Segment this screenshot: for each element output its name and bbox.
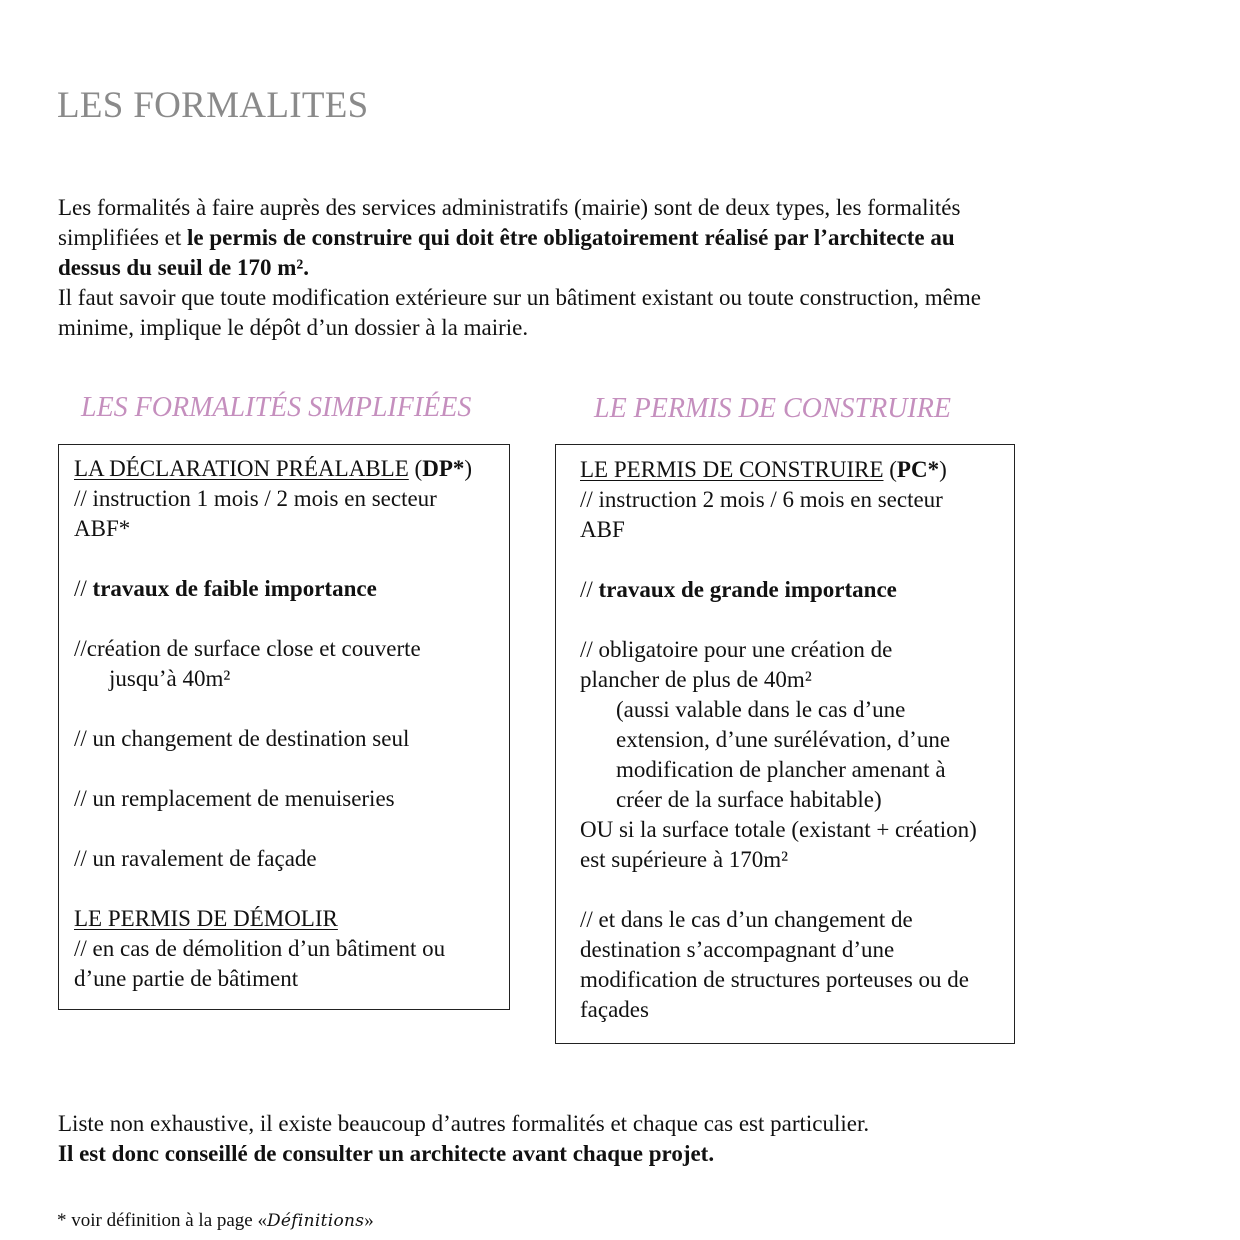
demolir-title: LE PERMIS DE DÉMOLIR (74, 906, 338, 931)
footnote-definitions-link[interactable]: Définitions (267, 1211, 365, 1231)
dp-title: LA DÉCLARATION PRÉALABLE (74, 456, 409, 481)
pc-abbr: PC* (896, 457, 940, 482)
pc-aussi-4: créer de la surface habitable) (616, 787, 882, 812)
pc-aussi-3: modification de plancher amenant à (616, 757, 946, 782)
pc-instruction: // instruction 2 mois / 6 mois en secteur (580, 487, 943, 512)
pc-aussi-2: extension, d’une surélévation, d’une (616, 727, 951, 752)
footer-line-1: Liste non exhaustive, il existe beaucoup d’autres formalités et chaque cas est particulier. (58, 1111, 870, 1136)
pc-ou: OU si la surface totale (existant + création) (580, 817, 977, 842)
pc-destination-4: façades (580, 997, 649, 1022)
pc-obligatoire: // obligatoire pour une création de (580, 637, 893, 662)
pc-travaux: // travaux de grande importance (580, 577, 897, 602)
pc-title-line: LE PERMIS DE CONSTRUIRE (PC*) (580, 457, 947, 482)
box-permis-de-construire (555, 444, 1015, 1044)
intro-paragraph-1: Les formalités à faire auprès des services administratifs (mairie) sont de deux types, les formalités simplifiées et le permis de construire qui doit être obligatoirement réalisé par l’architecte au dessus du seuil de 170 m². (58, 195, 961, 280)
dp-instruction: // instruction 1 mois / 2 mois en secteur (74, 486, 437, 511)
box-formalites-simplifiees (58, 444, 510, 1010)
footnote: * voir définition à la page «Définitions» (57, 1210, 374, 1231)
intro-emphasis: le permis de construire qui doit être obligatoirement réalisé par l’architecte au dessus du seuil de 170 m². (58, 225, 955, 280)
pc-title: LE PERMIS DE CONSTRUIRE (580, 457, 884, 482)
dp-instruction-cont: ABF* (74, 516, 131, 541)
heading-permis-de-construire: LE PERMIS DE CONSTRUIRE (594, 393, 951, 424)
dp-ravalement: // un ravalement de façade (74, 846, 317, 871)
dp-creation: //création de surface close et couverte (74, 636, 421, 661)
dp-creation-cont: jusqu’à 40m² (109, 666, 231, 691)
demolir-text: // en cas de démolition d’un bâtiment ou (74, 936, 446, 961)
pc-aussi-1: (aussi valable dans le cas d’une (616, 697, 906, 722)
pc-destination-3: modification de structures porteuses ou de (580, 967, 969, 992)
heading-formalites-simplifiees: LES FORMALITÉS SIMPLIFIÉES (81, 392, 472, 423)
pc-destination-2: destination s’accompagnant d’une (580, 937, 895, 962)
demolir-text-cont: d’une partie de bâtiment (74, 966, 299, 991)
dp-title-line: LA DÉCLARATION PRÉALABLE (DP*) (74, 456, 473, 481)
pc-obligatoire-cont: plancher de plus de 40m² (580, 667, 812, 692)
page-title: LES FORMALITES (57, 85, 369, 126)
dp-abbr: DP* (422, 456, 465, 481)
pc-ou-cont: est supérieure à 170m² (580, 847, 789, 872)
dp-changement: // un changement de destination seul (74, 726, 410, 751)
footer-line-2: Il est donc conseillé de consulter un architecte avant chaque projet. (58, 1141, 715, 1166)
dp-menuiseries: // un remplacement de menuiseries (74, 786, 395, 811)
pc-destination-1: // et dans le cas d’un changement de (580, 907, 913, 932)
pc-instruction-cont: ABF (580, 517, 625, 542)
intro-paragraph-2: Il faut savoir que toute modification extérieure sur un bâtiment existant ou toute construction, même minime, implique le dépôt d’un dossier à la mairie. (58, 285, 981, 340)
dp-travaux: // travaux de faible importance (74, 576, 377, 601)
footer-note (58, 1109, 1058, 1169)
intro-text (58, 193, 1018, 343)
